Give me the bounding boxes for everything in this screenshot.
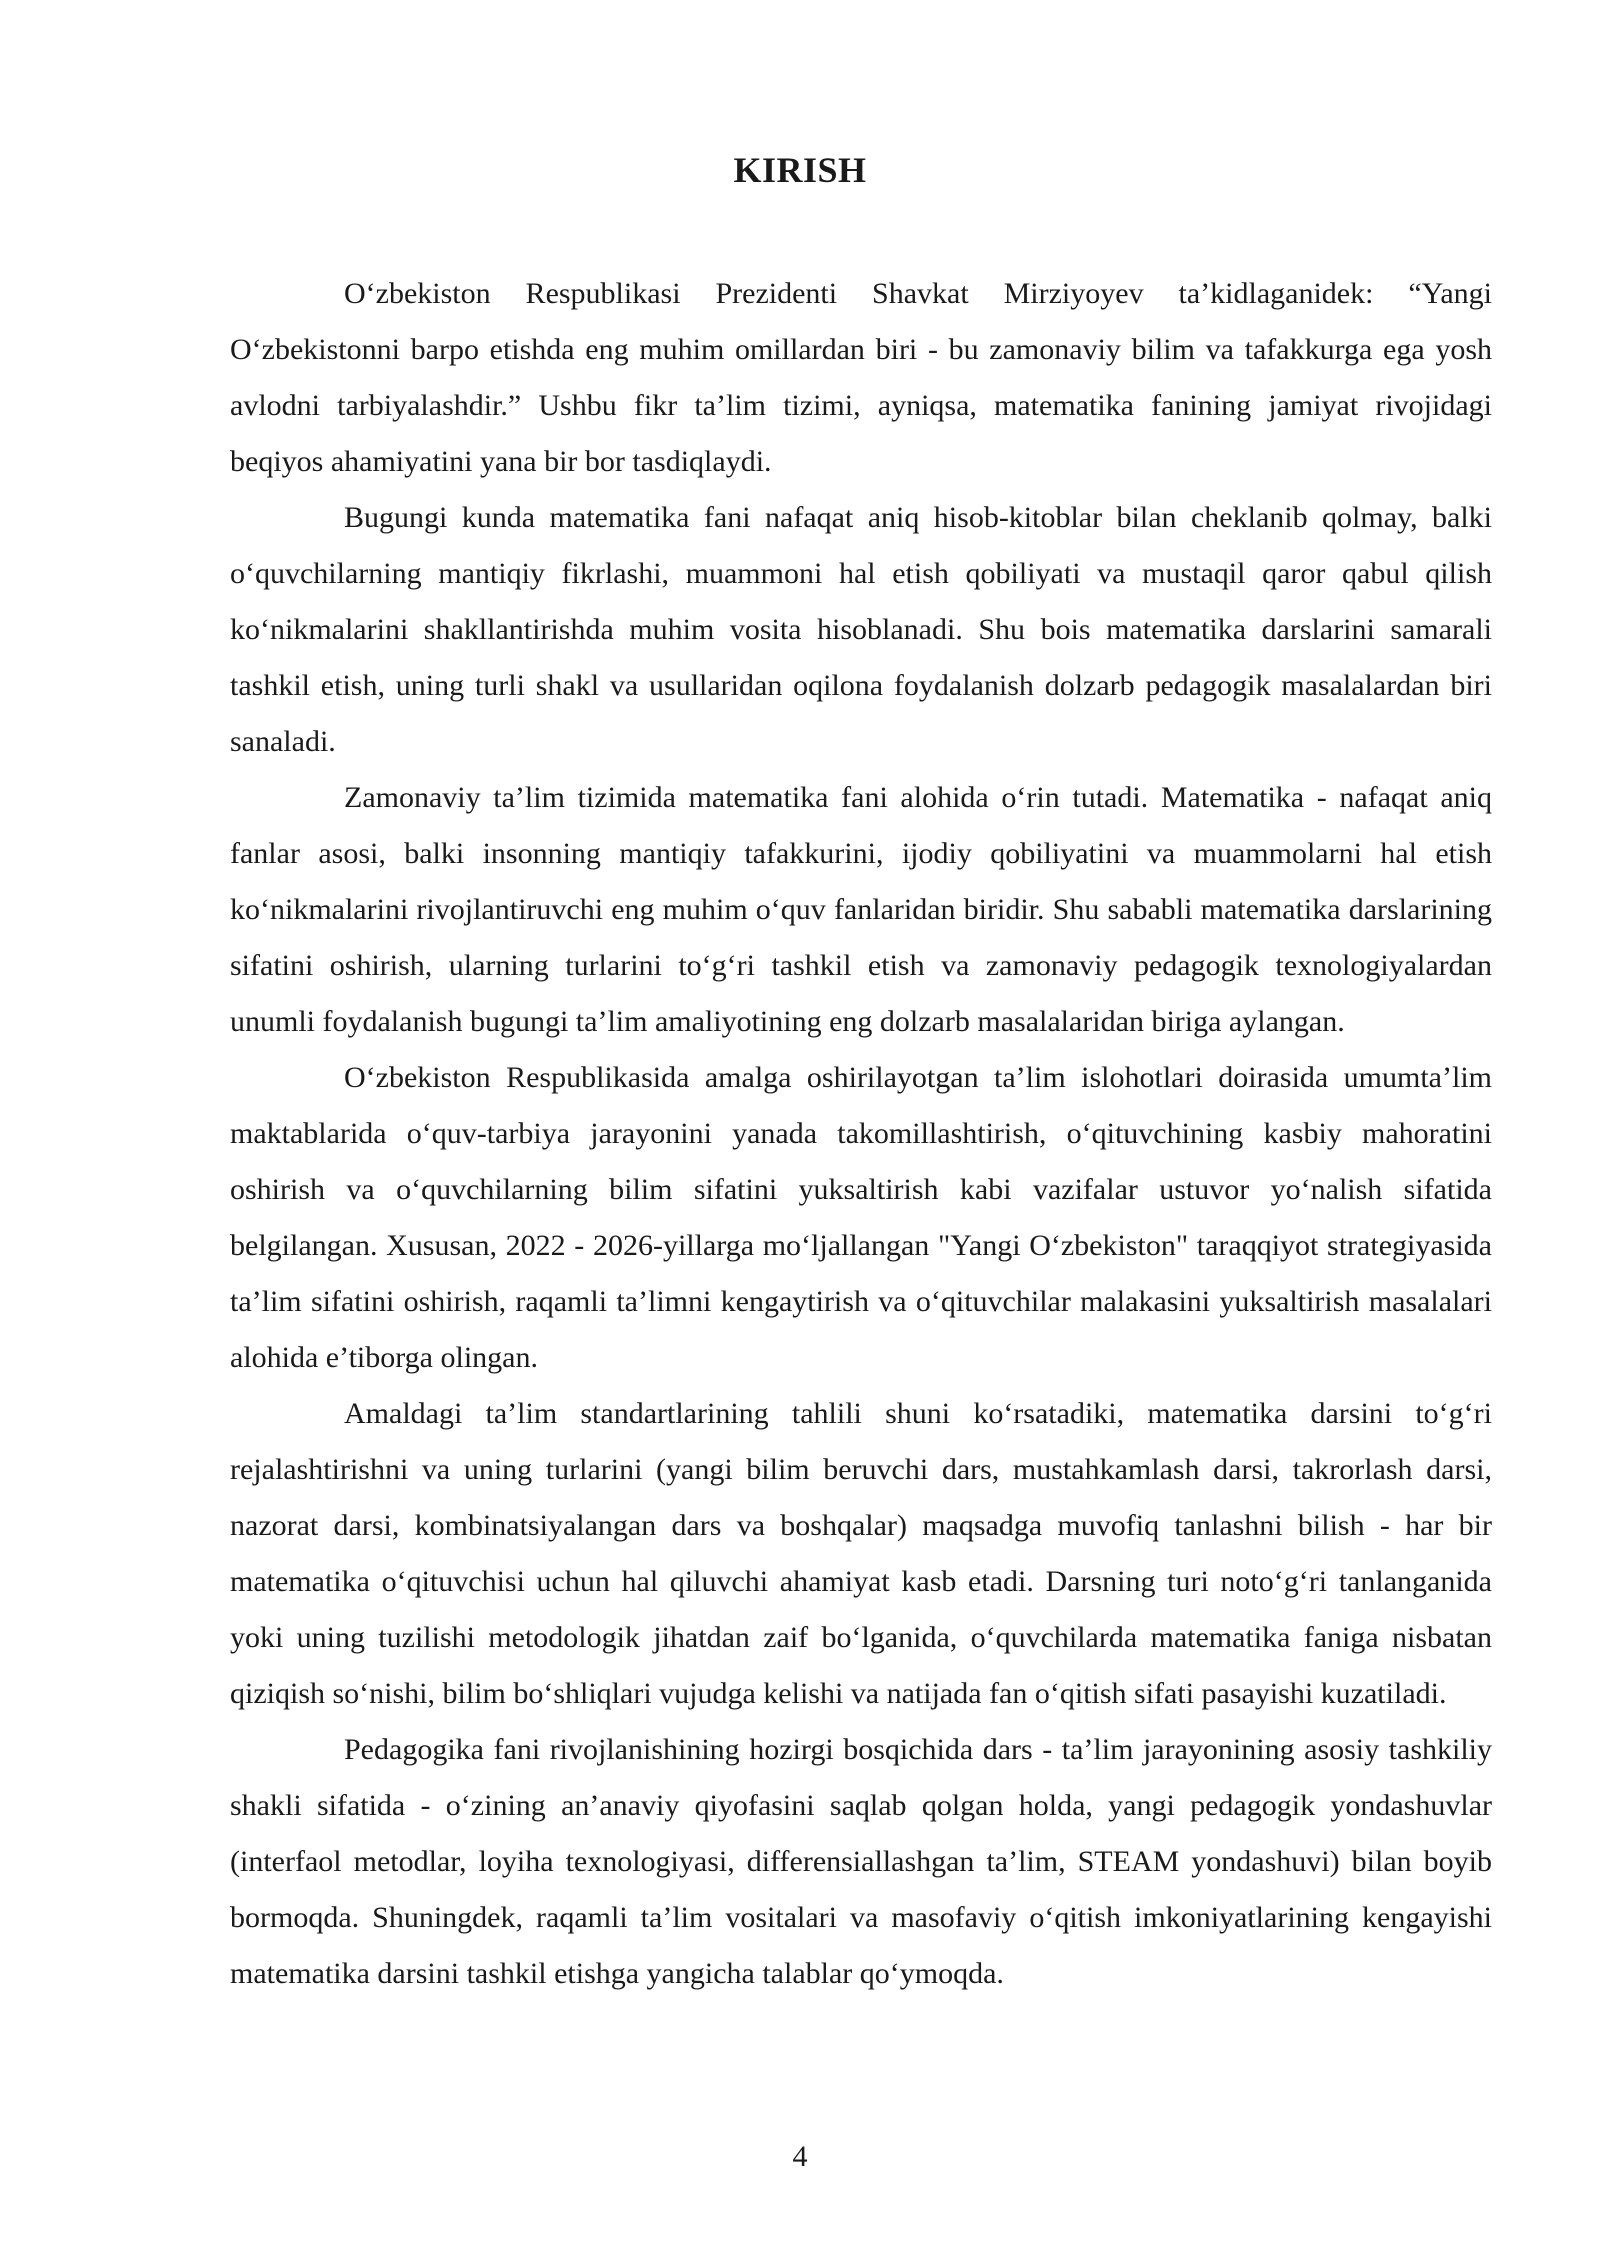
body-text (230, 266, 1492, 2002)
paragraph-5: Amaldagi ta’lim standartlarining tahlili shuni ko‘rsatadiki, matematika darsini to‘g‘ri rejalashtirishni va uning turlarini (yangi bilim beruvchi dars, mustahkamlash darsi, takrorlash darsi, nazorat darsi, kombinatsiyalangan dars va boshqalar) maqsadga muvofiq tanlashni bilish - har bir matematika o‘qituvchisi uchun hal qiluvchi ahamiyat kasb etadi. Darsning turi noto‘g‘ri tanlanganida yoki uning tuzilishi metodologik jihatdan zaif bo‘lganida, o‘quvchilarda matematika faniga nisbatan qiziqish so‘nishi, bilim bo‘shliqlari vujudga kelishi va natijada fan o‘qitish sifati pasayishi kuzatiladi. (230, 1397, 1492, 1710)
page-number: 4 (792, 2140, 808, 2173)
paragraph-3: Zamonaviy ta’lim tizimida matematika fani alohida o‘rin tutadi. Matematika - nafaqat aniq fanlar asosi, balki insonning mantiqiy tafakkurini, ijodiy qobiliyatini va muammolarni hal etish ko‘nikmalarini rivojlantiruvchi eng muhim o‘quv fanlaridan biridir. Shu sababli matematika darslarining sifatini oshirish, ularning turlarini to‘g‘ri tashkil etish va zamonaviy pedagogik texnologiyalardan unumli foydalanish bugungi ta’lim amaliyotining eng dolzarb masalalaridan biriga aylangan. (230, 781, 1492, 1038)
paragraph-6: Pedagogika fani rivojlanishining hozirgi bosqichida dars - ta’lim jarayonining asosiy tashkiliy shakli sifatida - o‘zining an’anaviy qiyofasini saqlab qolgan holda, yangi pedagogik yondashuvlar (interfaol metodlar, loyiha texnologiyasi, differensiallashgan ta’lim, STEAM yondashuvi) bilan boyib bormoqda. Shuningdek, raqamli ta’lim vositalari va masofaviy o‘qitish imkoniyatlarining kengayishi matematika darsini tashkil etishga yangicha talablar qo‘ymoqda. (230, 1733, 1492, 1990)
page-title: KIRISH (733, 150, 867, 190)
paragraph-1: O‘zbekiston Respublikasi Prezidenti Shavkat Mirziyoyev ta’kidlaganidek: “Yangi O‘zbekistonni barpo etishda eng muhim omillardan biri - bu zamonaviy bilim va tafakkurga ega yosh avlodni tarbiyalashdir.” Ushbu fikr ta’lim tizimi, ayniqsa, matematika fanining jamiyat rivojidagi beqiyos ahamiyatini yana bir bor tasdiqlaydi. (230, 277, 1492, 478)
paragraph-4: O‘zbekiston Respublikasida amalga oshirilayotgan ta’lim islohotlari doirasida umumta’lim maktablarida o‘quv-tarbiya jarayonini yanada takomillashtirish, o‘qituvchining kasbiy mahoratini oshirish va o‘quvchilarning bilim sifatini yuksaltirish kabi vazifalar ustuvor yo‘nalish sifatida belgilangan. Xususan, 2022 - 2026-yillarga mo‘ljallangan "Yangi O‘zbekiston" taraqqiyot strategiyasida ta’lim sifatini oshirish, raqamli ta’limni kengaytirish va o‘qituvchilar malakasini yuksaltirish masalalari alohida e’tiborga olingan. (230, 1061, 1492, 1374)
paragraph-2: Bugungi kunda matematika fani nafaqat aniq hisob-kitoblar bilan cheklanib qolmay, balki o‘quvchilarning mantiqiy fikrlashi, muammoni hal etish qobiliyati va mustaqil qaror qabul qilish ko‘nikmalarini shakllantirishda muhim vosita hisoblanadi. Shu bois matematika darslarini samarali tashkil etish, uning turli shakl va usullaridan oqilona foydalanish dolzarb pedagogik masalalardan biri sanaladi. (230, 501, 1492, 758)
